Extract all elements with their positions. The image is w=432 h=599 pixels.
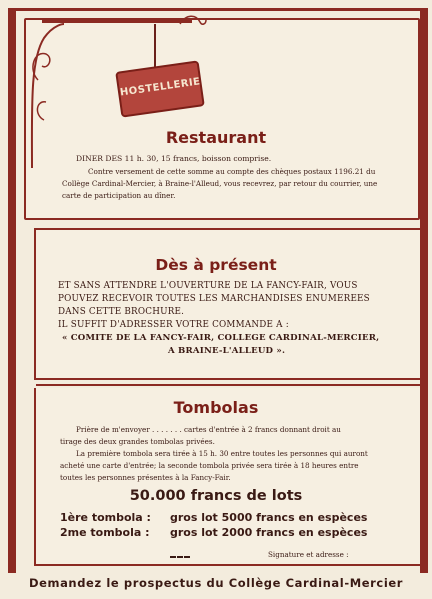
hostellerie-sign: HOSTELLERIE [115,60,205,117]
ornament-flourish-icon [178,14,208,32]
top-border [8,8,428,11]
restaurant-line-3: Collège Cardinal-Mercier, à Braine-l'Alleud, vous recevrez, par retour du courrier, une [62,179,378,188]
tombolas-line-2: tirage des deux grandes tombolas privées. [60,437,215,446]
tombolas-line-1: Prière de m'envoyer . . . . . . . cartes d'entrée à 2 francs donnant droit au [76,425,341,434]
des-a-present-line-2: POUVEZ RECEVOIR TOUTES LES MARCHANDISES ENUMEREES [58,294,370,304]
prize-1-value: gros lot 5000 francs en espèces [170,511,368,524]
des-a-present-line-1: ET SANS ATTENDRE L'OUVERTURE DE LA FANCY-FAIR, VOUS [58,281,358,291]
tombolas-line-3: La première tombola sera tirée à 15 h. 30 entre toutes les personnes qui auront [76,449,368,458]
prize-2-value: gros lot 2000 francs en espèces [170,526,368,539]
restaurant-line-1: DINER DES 11 h. 30, 15 francs, boisson comprise. [76,154,272,163]
tombolas-line-5: toutes les personnes présentes à la Fancy-Fair. [60,473,231,482]
sign-bracket [42,20,192,23]
restaurant-line-2: Contre versement de cette somme au compte des chèques postaux 1196.21 du [88,167,376,176]
signature-label: Signature et adresse : [268,550,349,559]
ornament-scroll-icon [24,20,64,170]
des-a-present-line-3: DANS CETTE BROCHURE. [58,307,185,317]
lots-total: 50.000 francs de lots [129,488,303,504]
des-a-present-line-4: IL SUFFIT D'ADRESSER VOTRE COMMANDE A : [58,320,289,330]
signature-dashes [170,556,190,558]
separator-line [36,384,420,386]
restaurant-line-4: carte de participation au dîner. [62,191,176,200]
tombolas-heading: Tombolas [173,398,259,417]
tombolas-line-4: acheté une carte d'entrée; la seconde tombola privée sera tirée à 18 heures entre [60,461,359,470]
des-a-present-line-6: A BRAINE-L'ALLEUD ». [168,346,286,356]
sign-chain [154,24,156,68]
des-a-present-heading: Dès à présent [155,256,277,274]
prize-1-label: 1ère tombola : [60,511,151,524]
prize-2-label: 2me tombola : [60,526,150,539]
des-a-present-line-5: « COMITE DE LA FANCY-FAIR, COLLEGE CARDINAL-MERCIER, [62,333,380,343]
footer-text: Demandez le prospectus du Collège Cardinal-Mercier [28,576,404,590]
restaurant-heading: Restaurant [165,128,267,147]
